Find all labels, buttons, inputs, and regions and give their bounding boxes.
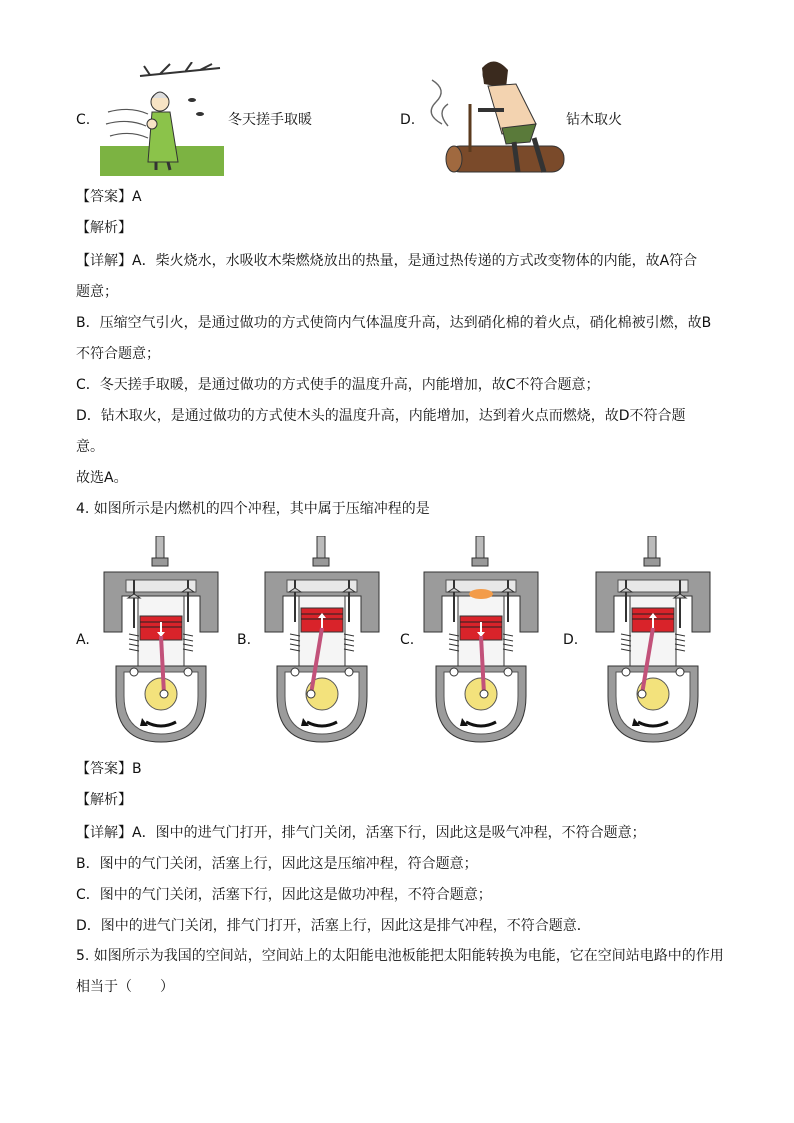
option-c-letter: C. xyxy=(76,112,91,128)
engine-diagram-intake-a xyxy=(100,536,222,744)
q3-detail-c: C．冬天搓手取暖，是通过做功的方式使手的温度升高，内能增加，故C不符合题意； xyxy=(76,377,600,393)
q4-question: 4. 如图所示是内燃机的四个冲程，其中属于压缩冲程的是 xyxy=(76,501,430,517)
q4-option-c-letter: C. xyxy=(400,632,415,648)
q3-analysis-heading: 【解析】 xyxy=(76,220,132,236)
q3-detail-d-line2: 意。 xyxy=(76,439,104,455)
q3-conclusion: 故选A。 xyxy=(76,470,128,486)
option-d-letter: D. xyxy=(400,112,416,128)
q3-detail-a-line1: 【详解】A．柴火烧水，水吸收木柴燃烧放出的热量，是通过热传递的方式改变物体的内能，故A符合 xyxy=(76,253,698,269)
q4-option-b-letter: B. xyxy=(237,632,252,648)
q4-detail-c: C．图中的气门关闭，活塞下行，因此这是做功冲程，不符合题意； xyxy=(76,887,492,903)
rubbing-hands-illustration xyxy=(100,62,224,176)
q4-detail-a: 【详解】A．图中的进气门打开，排气门关闭，活塞下行，因此这是吸气冲程，不符合题意； xyxy=(76,825,646,841)
q4-analysis-heading: 【解析】 xyxy=(76,792,132,808)
q3-detail-d-line1: D．钻木取火，是通过做功的方式使木头的温度升高，内能增加，达到着火点而燃烧，故D不符合题 xyxy=(76,408,686,424)
drilling-wood-illustration xyxy=(418,54,568,180)
q4-option-d-letter: D. xyxy=(563,632,579,648)
q5-question-line1: 5. 如图所示为我国的空间站，空间站上的太阳能电池板能把太阳能转换为电能，它在空间站电路中的作用 xyxy=(76,948,724,964)
spark-burst xyxy=(469,589,493,599)
q4-option-a-letter: A. xyxy=(76,632,90,648)
q4-detail-b: B．图中的气门关闭，活塞上行，因此这是压缩冲程，符合题意； xyxy=(76,856,478,872)
q3-detail-a-line2: 题意； xyxy=(76,284,118,300)
q3-detail-b-line1: B．压缩空气引火，是通过做功的方式使筒内气体温度升高，达到硝化棉的着火点，硝化棉被引燃，故B xyxy=(76,315,712,331)
q4-detail-d: D．图中的进气门关闭，排气门打开，活塞上行，因此这是排气冲程，不符合题意． xyxy=(76,918,591,934)
option-c-caption: 冬天搓手取暖 xyxy=(228,112,312,128)
option-d-caption: 钻木取火 xyxy=(566,112,622,128)
engine-diagram-exhaust-d xyxy=(592,536,714,744)
engine-diagram-compression-b xyxy=(261,536,383,744)
q3-detail-b-line2: 不符合题意； xyxy=(76,346,160,362)
engine-diagram-power-c xyxy=(420,536,542,744)
q3-answer: 【答案】A xyxy=(76,189,142,205)
q4-answer: 【答案】B xyxy=(76,761,142,777)
q5-question-line2: 相当于（ ） xyxy=(76,979,174,995)
